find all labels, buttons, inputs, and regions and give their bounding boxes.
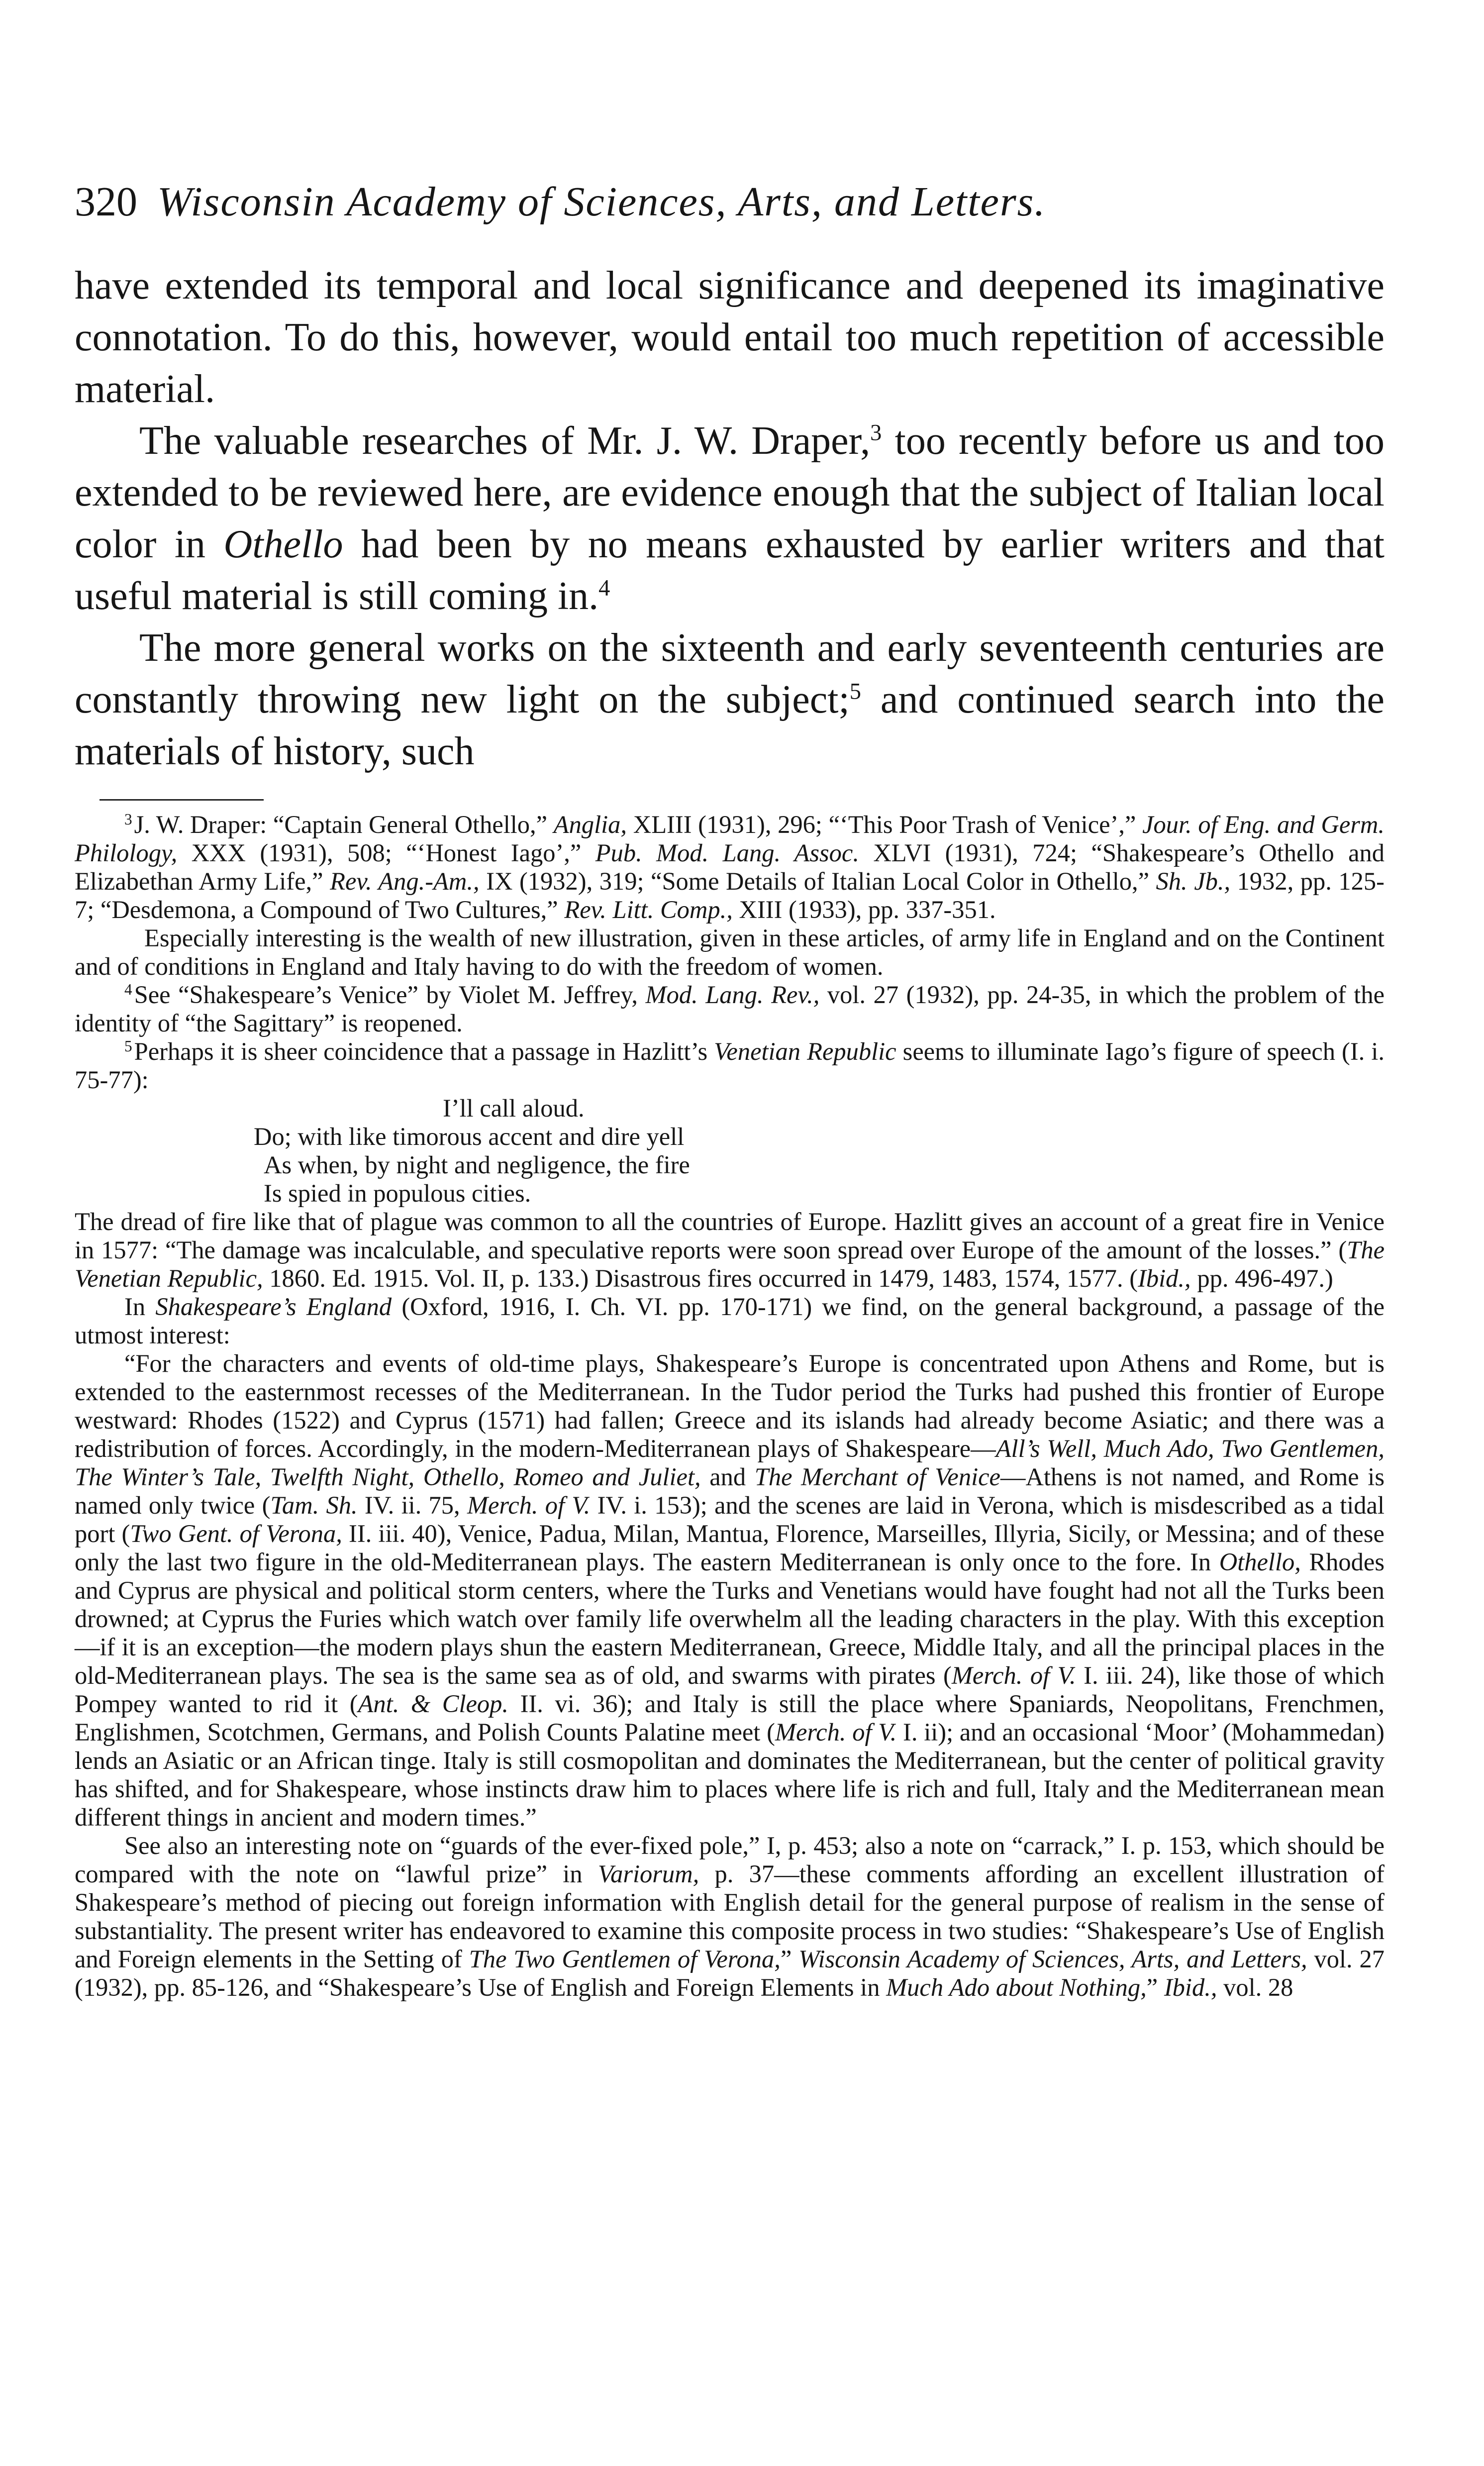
paragraph-2-text-b: too recently before us and too extended to be reviewed here, are evidence enough that the subject of Italian local color in: [75, 419, 1385, 567]
quote-merchant: The Merchant of Venice: [754, 1463, 1000, 1491]
quote-text-b: and: [700, 1463, 755, 1491]
page-number: 320: [75, 179, 137, 225]
see-two-gentlemen: The Two Gentlemen of Verona,: [469, 1945, 781, 1973]
quote-text-h: I. iii. 24), like those of which Pompey wanted to rid it (: [75, 1661, 1385, 1718]
fn3-jegp: Jour. of Eng. and Germ. Philology,: [75, 811, 1385, 867]
footnote-4: [75, 981, 1385, 1037]
quote-text-i: II. vi. 36); and Italy is still the place where Spaniards, Neopolitans, Frenchmen, Englishmen, Scotchmen, Germans, and Polish Counts Palatine meet (: [75, 1690, 1385, 1747]
paragraph-1: [75, 260, 1385, 415]
fn5-text-a: Perhaps it is sheer coincidence that a passage in Hazlitt’s: [134, 1037, 714, 1066]
fn3-text-g: XIII (1933), pp. 337-351.: [732, 896, 996, 924]
shakespeares-england-paragraph: [75, 1293, 1385, 1349]
verse-quotation: [254, 1094, 1385, 1208]
footnote-5-mark: 5: [124, 1037, 132, 1055]
paragraph-2: [75, 415, 1385, 622]
fn4-text-a: See “Shakespeare’s Venice” by Violet M. Jeffrey,: [134, 981, 646, 1009]
running-head: [75, 179, 1385, 225]
footnotes: [75, 811, 1385, 2002]
see-ibid: Ibid.,: [1164, 1973, 1217, 2002]
fn3-note-text: Especially interesting is the wealth of new illustration, given in these articles, of army life in England and on the Continent and of conditions in England and Italy having to do with the freedom of women.: [75, 924, 1385, 981]
fire-venetian-republic: The Venetian Republic,: [75, 1236, 1385, 1293]
fire-text-c: pp. 496-497.): [1190, 1264, 1333, 1293]
fn5-text-b: seems to illuminate Iago’s figure of speech (I. i. 75-77):: [75, 1037, 1385, 1094]
quote-plays: All’s Well, Much Ado, Two Gentlemen, The Winter’s Tale, Twelfth Night, Othello, Romeo and Juliet,: [75, 1435, 1385, 1491]
verse-line: Do; with like timorous accent and dire yell: [254, 1123, 685, 1151]
block-quotation: [75, 1349, 1385, 1832]
fn3-text-c: XXX (1931), 508; “‘Honest Iago’,”: [177, 839, 595, 867]
see-wisconsin-academy: Wisconsin Academy of Sciences, Arts, and Letters,: [798, 1945, 1307, 1973]
quote-text-e: IV. i. 153); and the scenes are laid in Verona, which is misdescribed as a tidal port (: [75, 1491, 1385, 1548]
quote-merch-3: Merch. of V.: [775, 1718, 897, 1747]
see-text-c: ”: [780, 1945, 799, 1973]
footnote-5: [75, 1037, 1385, 1094]
verse-line: Is spied in populous cities.: [264, 1179, 531, 1208]
fn3-pmla: Pub. Mod. Lang. Assoc.: [595, 839, 859, 867]
footnote-3-note: [75, 924, 1385, 981]
footnote-3: [75, 811, 1385, 924]
quote-text-c: —Athens is not named, and Rome is named only twice (: [75, 1463, 1385, 1520]
paragraph-1-text: have extended its temporal and local significance and deepened its imaginative connotation. To do this, however, would entail too much repetition of accessible material.: [75, 264, 1385, 411]
see-text-a: See also an interesting note on “guards of the ever-fixed pole,” I, p. 453; also a note on “carrack,” I. p. 153, which should be compared with the note on “lawful prize” in: [75, 1832, 1385, 1888]
see-much-ado: Much Ado about Nothing,: [886, 1973, 1147, 2002]
fn3-rev-ang-am: Rev. Ang.-Am.,: [330, 867, 480, 896]
journal-title: Wisconsin Academy of Sciences, Arts, and Letters.: [157, 179, 1046, 225]
fn3-text-b: XLIII (1931), 296; “‘This Poor Trash of Venice’,”: [627, 811, 1143, 839]
se-title: Shakespeare’s England: [155, 1293, 392, 1321]
see-text-e: ”: [1146, 1973, 1164, 2002]
fn3-text-e: IX (1932), 319; “Some Details of Italian Local Color in Othello,”: [479, 867, 1156, 896]
quote-text-j: I. ii); and an occasional ‘Moor’ (Mohammedan) lends an Asiatic or an African tinge. Italy is still cosmopolitan and dominates the Mediterranean, but the center of political gravity has shifted, and for Shakespeare, whose instincts draw him to places where life is rich and full, Italy and the Mediterranean mean different things in ancient and modern times.”: [75, 1718, 1385, 1832]
quote-text-f: II. iii. 40), Venice, Padua, Milan, Mantua, Florence, Marseilles, Illyria, Sicily, or Messina; and of these only the last two figure in the old-Mediterranean plays. The eastern Mediterranean is only once to the fore. In: [75, 1520, 1385, 1576]
quote-merch-2: Merch. of V.: [951, 1661, 1076, 1690]
footnote-3-mark: 3: [124, 810, 132, 828]
fire-ibid: Ibid.,: [1138, 1264, 1191, 1293]
quote-two-gent: Two Gent. of Verona,: [130, 1520, 342, 1548]
se-text-b: (Oxford, 1916, I. Ch. VI. pp. 170-171) we find, on the general background, a passage of the utmost interest:: [75, 1293, 1385, 1349]
paragraph-2-text-a: The valuable researches of Mr. J. W. Draper,: [139, 419, 871, 463]
main-text: [75, 260, 1385, 777]
see-text-b: p. 37—these comments affording an excellent illustration of Shakespeare’s method of piecing out foreign information with English detail for the general purpose of realism in the sense of substantiality. The present writer has endeavored to examine this composite process in two studies: “Shakespeare’s Use of English and Foreign elements in the Setting of: [75, 1860, 1385, 1973]
fn3-sh-jb: Sh. Jb.,: [1156, 867, 1231, 896]
see-text-f: vol. 28: [1217, 1973, 1293, 2002]
verse-line: As when, by night and negligence, the fire: [264, 1151, 690, 1179]
fn3-rev-litt-comp: Rev. Litt. Comp.,: [564, 896, 733, 924]
quote-tam-sh: Tam. Sh.: [270, 1491, 358, 1520]
see-variorum: Variorum,: [597, 1860, 699, 1888]
quote-merch-1: Merch. of V.: [467, 1491, 591, 1520]
footnote-4-mark: 4: [124, 980, 132, 998]
quote-text-d: IV. ii. 75,: [357, 1491, 467, 1520]
footnote-ref-4: 4: [598, 575, 610, 601]
paragraph-3-text-b: and continued search into the materials of history, such: [75, 678, 1385, 774]
quote-othello: Othello,: [1219, 1548, 1301, 1576]
quote-text-a: “For the characters and events of old-time plays, Shakespeare’s Europe is concentrated upon Athens and Rome, but is extended to the easternmost recesses of the Mediterranean. In the Tudor period the Turks had pushed this frontier of Europe westward: Rhodes (1522) and Cyprus (1571) had fallen; Greece and its islands had already become Asiatic; and there was a redistribution of forces. Accordingly, in the modern-Mediterranean plays of Shakespeare—: [75, 1349, 1385, 1463]
othello-title: Othello: [223, 522, 343, 567]
fn3-anglia: Anglia,: [553, 811, 627, 839]
footnote-ref-5: 5: [849, 679, 861, 705]
fn5-venetian-republic: Venetian Republic: [714, 1037, 896, 1066]
fire-text-a: The dread of fire like that of plague was common to all the countries of Europe. Hazlitt gives an account of a great fire in Venice in 1577: “The damage was incalculable, and speculative reports were soon spread over Europe of the amount of the losses.” (: [75, 1208, 1385, 1264]
fn3-text-d: XLVI (1931), 724; “Shakespeare’s Othello and Elizabethan Army Life,”: [75, 839, 1385, 896]
paragraph-3-text-a: The more general works on the sixteenth and early seventeenth centuries are constantly throwing new light on the subject;: [75, 626, 1385, 722]
fn3-text-f: 1932, pp. 125-7; “Desdemona, a Compound of Two Cultures,”: [75, 867, 1385, 924]
footnote-ref-3: 3: [870, 420, 882, 446]
paragraph-3: [75, 622, 1385, 777]
quote-ant-cleop: Ant. & Cleop.: [358, 1690, 509, 1718]
se-text-a: In: [124, 1293, 156, 1321]
fire-text-b: 1860. Ed. 1915. Vol. II, p. 133.) Disastrous fires occurred in 1479, 1483, 1574, 1577. (: [263, 1264, 1138, 1293]
fn3-text-a: J. W. Draper: “Captain General Othello,”: [134, 811, 554, 839]
paragraph-2-text-c: had been by no means exhausted by earlier writers and that useful material is still coming in.: [75, 522, 1385, 618]
see-text-d: vol. 27 (1932), pp. 85-126, and “Shakespeare’s Use of English and Foreign Elements in: [75, 1945, 1385, 2002]
verse-line: I’ll call aloud.: [443, 1094, 585, 1123]
fn4-text-b: vol. 27 (1932), pp. 24-35, in which the problem of the identity of “the Sagittary” is reopened.: [75, 981, 1385, 1037]
fire-paragraph: [75, 1208, 1385, 1293]
fn4-mod-lang-rev: Mod. Lang. Rev.,: [645, 981, 820, 1009]
see-also-paragraph: [75, 1832, 1385, 2002]
quote-text-g: Rhodes and Cyprus are physical and political storm centers, where the Turks and Venetians would have fought had not all the Turks been drowned; at Cyprus the Furies which watch over family life overwhelm all the leading characters in the play. With this exception—if it is an exception—the modern plays shun the eastern Mediterranean, Greece, Middle Italy, and all the principal places in the old-Mediterranean plays. The sea is the same sea as of old, and swarms with pirates (: [75, 1548, 1385, 1690]
footnote-divider: [99, 799, 264, 801]
